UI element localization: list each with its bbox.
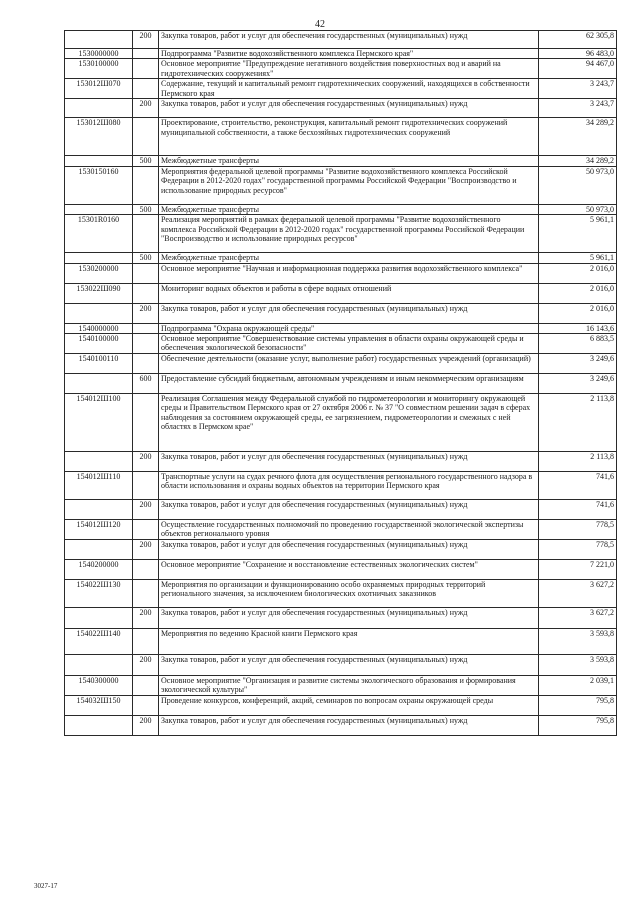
table-row — [65, 283, 617, 303]
table-row — [65, 452, 617, 472]
amount: 2 016,0 — [539, 283, 617, 303]
amount: 7 221,0 — [539, 560, 617, 580]
item-description: Мониторинг водных объектов и работы в сфере водных отношений — [159, 283, 539, 303]
item-description: Проектирование, строительство, реконструкция, капитальный ремонт гидротехнических сооружений муниципальной собственности, а также бесхозяйных гидротехнических сооружений — [159, 118, 539, 156]
page-number: 42 — [315, 19, 325, 30]
budget-code — [65, 716, 133, 736]
amount: 2 016,0 — [539, 263, 617, 283]
table-row — [65, 716, 617, 736]
table-row — [65, 323, 617, 333]
item-description: Основное мероприятие "Сохранение и восстановление естественных экологических систем" — [159, 560, 539, 580]
expense-type — [133, 394, 159, 452]
table-row — [65, 629, 617, 655]
budget-code: 154012Ш110 — [65, 472, 133, 500]
amount: 795,8 — [539, 696, 617, 716]
budget-code: 154012Ш100 — [65, 394, 133, 452]
budget-code — [65, 204, 133, 214]
amount: 778,5 — [539, 520, 617, 540]
item-description: Проведение конкурсов, конференций, акций, семинаров по вопросам охраны окружающей среды — [159, 696, 539, 716]
table-row — [65, 156, 617, 166]
table-row — [65, 166, 617, 204]
table-row — [65, 204, 617, 214]
table-row — [65, 31, 617, 49]
item-description: Закупка товаров, работ и услуг для обеспечения государственных (муниципальных) нужд — [159, 716, 539, 736]
amount: 5 961,1 — [539, 215, 617, 253]
expense-type: 200 — [133, 540, 159, 560]
expense-type — [133, 323, 159, 333]
budget-code: 1530150160 — [65, 166, 133, 204]
table-row — [65, 79, 617, 99]
budget-code — [65, 156, 133, 166]
item-description: Закупка товаров, работ и услуг для обеспечения государственных (муниципальных) нужд — [159, 303, 539, 323]
table-row — [65, 374, 617, 394]
item-description: Предоставление субсидий бюджетным, автономным учреждениям и иным некоммерческим организациям — [159, 374, 539, 394]
budget-code: 153022Ш090 — [65, 283, 133, 303]
expense-type — [133, 215, 159, 253]
amount: 34 289,2 — [539, 118, 617, 156]
expense-type: 200 — [133, 500, 159, 520]
expense-type — [133, 629, 159, 655]
table-row — [65, 472, 617, 500]
budget-code: 153012Ш070 — [65, 79, 133, 99]
item-description: Мероприятия федеральной целевой программы "Развитие водохозяйственного комплекса Российской Федерации в 2012-2020 годах" государственной программы Российской Федерации "Воспроизводство и использование природных ресурсов" — [159, 166, 539, 204]
budget-code — [65, 500, 133, 520]
amount: 6 883,5 — [539, 334, 617, 354]
amount: 50 973,0 — [539, 166, 617, 204]
expense-type — [133, 354, 159, 374]
table-row — [65, 394, 617, 452]
expense-type — [133, 472, 159, 500]
table-row — [65, 608, 617, 629]
expense-type: 200 — [133, 99, 159, 118]
item-description: Реализация Соглашения между Федеральной службой по гидрометеорологии и мониторингу окружающей среды и Правительством Пермского края от 27 октября 2006 г. № 37 "О совместном решении задач в сферах наблюдения за состоянием окружающей среды, ее загрязнением, гидрометеорологии и смежных с ней областях в Пермском крае" — [159, 394, 539, 452]
amount: 3 593,8 — [539, 655, 617, 676]
expense-type: 500 — [133, 204, 159, 214]
item-description: Подпрограмма "Охрана окружающей среды" — [159, 323, 539, 333]
expense-type: 200 — [133, 608, 159, 629]
expense-type: 200 — [133, 452, 159, 472]
amount: 3 593,8 — [539, 629, 617, 655]
item-description: Закупка товаров, работ и услуг для обеспечения государственных (муниципальных) нужд — [159, 31, 539, 49]
amount: 3 627,2 — [539, 580, 617, 608]
item-description: Закупка товаров, работ и услуг для обеспечения государственных (муниципальных) нужд — [159, 540, 539, 560]
expense-type: 200 — [133, 655, 159, 676]
table-row — [65, 334, 617, 354]
expense-type — [133, 283, 159, 303]
budget-code — [65, 452, 133, 472]
item-description: Основное мероприятие "Предупреждение негативного воздействия поверхностных вод и аварий на гидротехнических сооружениях" — [159, 59, 539, 79]
expense-type: 500 — [133, 156, 159, 166]
table-row — [65, 49, 617, 59]
table-row — [65, 354, 617, 374]
amount: 741,6 — [539, 472, 617, 500]
amount: 2 113,8 — [539, 394, 617, 452]
budget-code: 1540300000 — [65, 676, 133, 696]
budget-code: 1530000000 — [65, 49, 133, 59]
item-description: Межбюджетные трансферты — [159, 156, 539, 166]
amount: 795,8 — [539, 716, 617, 736]
amount: 96 483,0 — [539, 49, 617, 59]
budget-code: 1540200000 — [65, 560, 133, 580]
budget-code: 1540000000 — [65, 323, 133, 333]
expense-type — [133, 520, 159, 540]
table-row — [65, 500, 617, 520]
expense-type — [133, 263, 159, 283]
amount: 3 249,6 — [539, 374, 617, 394]
item-description: Мероприятия по ведению Красной книги Пермского края — [159, 629, 539, 655]
budget-table — [64, 30, 617, 736]
item-description: Закупка товаров, работ и услуг для обеспечения государственных (муниципальных) нужд — [159, 608, 539, 629]
item-description: Закупка товаров, работ и услуг для обеспечения государственных (муниципальных) нужд — [159, 500, 539, 520]
item-description: Подпрограмма "Развитие водохозяйственного комплекса Пермского края" — [159, 49, 539, 59]
item-description: Основное мероприятие "Научная и информационная поддержка развития водохозяйственного комплекса" — [159, 263, 539, 283]
budget-code: 154022Ш130 — [65, 580, 133, 608]
item-description: Закупка товаров, работ и услуг для обеспечения государственных (муниципальных) нужд — [159, 452, 539, 472]
amount: 3 243,7 — [539, 79, 617, 99]
expense-type — [133, 676, 159, 696]
budget-code: 154012Ш120 — [65, 520, 133, 540]
budget-code: 1540100110 — [65, 354, 133, 374]
footer-code: 3027-17 — [34, 882, 58, 890]
expense-type — [133, 118, 159, 156]
expense-type — [133, 696, 159, 716]
budget-code — [65, 99, 133, 118]
table-row — [65, 520, 617, 540]
budget-code: 154022Ш140 — [65, 629, 133, 655]
budget-table-body — [65, 31, 617, 736]
amount: 62 305,8 — [539, 31, 617, 49]
expense-type — [133, 79, 159, 99]
expense-type: 200 — [133, 31, 159, 49]
item-description: Закупка товаров, работ и услуг для обеспечения государственных (муниципальных) нужд — [159, 99, 539, 118]
amount: 3 627,2 — [539, 608, 617, 629]
item-description: Основное мероприятие "Организация и развитие системы экологического образования и формирования экологической культуры" — [159, 676, 539, 696]
budget-code — [65, 540, 133, 560]
table-row — [65, 560, 617, 580]
item-description: Мероприятия по организации и функционированию особо охраняемых природных территорий регионального значения, за исключением биологических охотничьих заказников — [159, 580, 539, 608]
budget-code — [65, 608, 133, 629]
budget-code — [65, 253, 133, 263]
budget-code: 154032Ш150 — [65, 696, 133, 716]
expense-type: 200 — [133, 303, 159, 323]
amount: 3 243,7 — [539, 99, 617, 118]
amount: 34 289,2 — [539, 156, 617, 166]
expense-type: 200 — [133, 716, 159, 736]
amount: 2 039,1 — [539, 676, 617, 696]
table-row — [65, 215, 617, 253]
table-row — [65, 118, 617, 156]
budget-code: 153012Ш080 — [65, 118, 133, 156]
table-row — [65, 303, 617, 323]
item-description: Закупка товаров, работ и услуг для обеспечения государственных (муниципальных) нужд — [159, 655, 539, 676]
item-description: Транспортные услуги на судах речного флота для осуществления регионального государственного надзора в области использования и охраны водных объектов на территории Пермского края — [159, 472, 539, 500]
amount: 50 973,0 — [539, 204, 617, 214]
table-row — [65, 59, 617, 79]
expense-type — [133, 580, 159, 608]
table-row — [65, 655, 617, 676]
budget-code — [65, 374, 133, 394]
table-row — [65, 580, 617, 608]
amount: 3 249,6 — [539, 354, 617, 374]
budget-code: 15301R0160 — [65, 215, 133, 253]
expense-type — [133, 560, 159, 580]
expense-type — [133, 59, 159, 79]
amount: 2 016,0 — [539, 303, 617, 323]
table-row — [65, 253, 617, 263]
amount: 778,5 — [539, 540, 617, 560]
item-description: Основное мероприятие "Совершенствование системы управления в области охраны окружающей среды и обеспечения экологической безопасности" — [159, 334, 539, 354]
expense-type — [133, 166, 159, 204]
table-row — [65, 540, 617, 560]
table-row — [65, 263, 617, 283]
budget-code — [65, 303, 133, 323]
budget-code: 1540100000 — [65, 334, 133, 354]
item-description: Содержание, текущий и капитальный ремонт гидротехнических сооружений, находящихся в собственности Пермского края — [159, 79, 539, 99]
amount: 2 113,8 — [539, 452, 617, 472]
table-row — [65, 696, 617, 716]
amount: 94 467,0 — [539, 59, 617, 79]
expense-type — [133, 334, 159, 354]
budget-code — [65, 31, 133, 49]
item-description: Межбюджетные трансферты — [159, 204, 539, 214]
item-description: Обеспечение деятельности (оказание услуг, выполнение работ) государственных учреждений (организаций) — [159, 354, 539, 374]
expense-type — [133, 49, 159, 59]
item-description: Осуществление государственных полномочий по проведению государственной экологической экспертизы объектов регионального уровня — [159, 520, 539, 540]
table-row — [65, 99, 617, 118]
item-description: Реализация мероприятий в рамках федеральной целевой программы "Развитие водохозяйственного комплекса Российской Федерации в 2012-2020 годах" государственной программы Российской Федерации "Воспроизводство и использование природных ресурсов" — [159, 215, 539, 253]
budget-code — [65, 655, 133, 676]
expense-type: 600 — [133, 374, 159, 394]
amount: 5 961,1 — [539, 253, 617, 263]
amount: 16 143,6 — [539, 323, 617, 333]
table-row — [65, 676, 617, 696]
budget-code: 1530200000 — [65, 263, 133, 283]
budget-code: 1530100000 — [65, 59, 133, 79]
amount: 741,6 — [539, 500, 617, 520]
item-description: Межбюджетные трансферты — [159, 253, 539, 263]
expense-type: 500 — [133, 253, 159, 263]
